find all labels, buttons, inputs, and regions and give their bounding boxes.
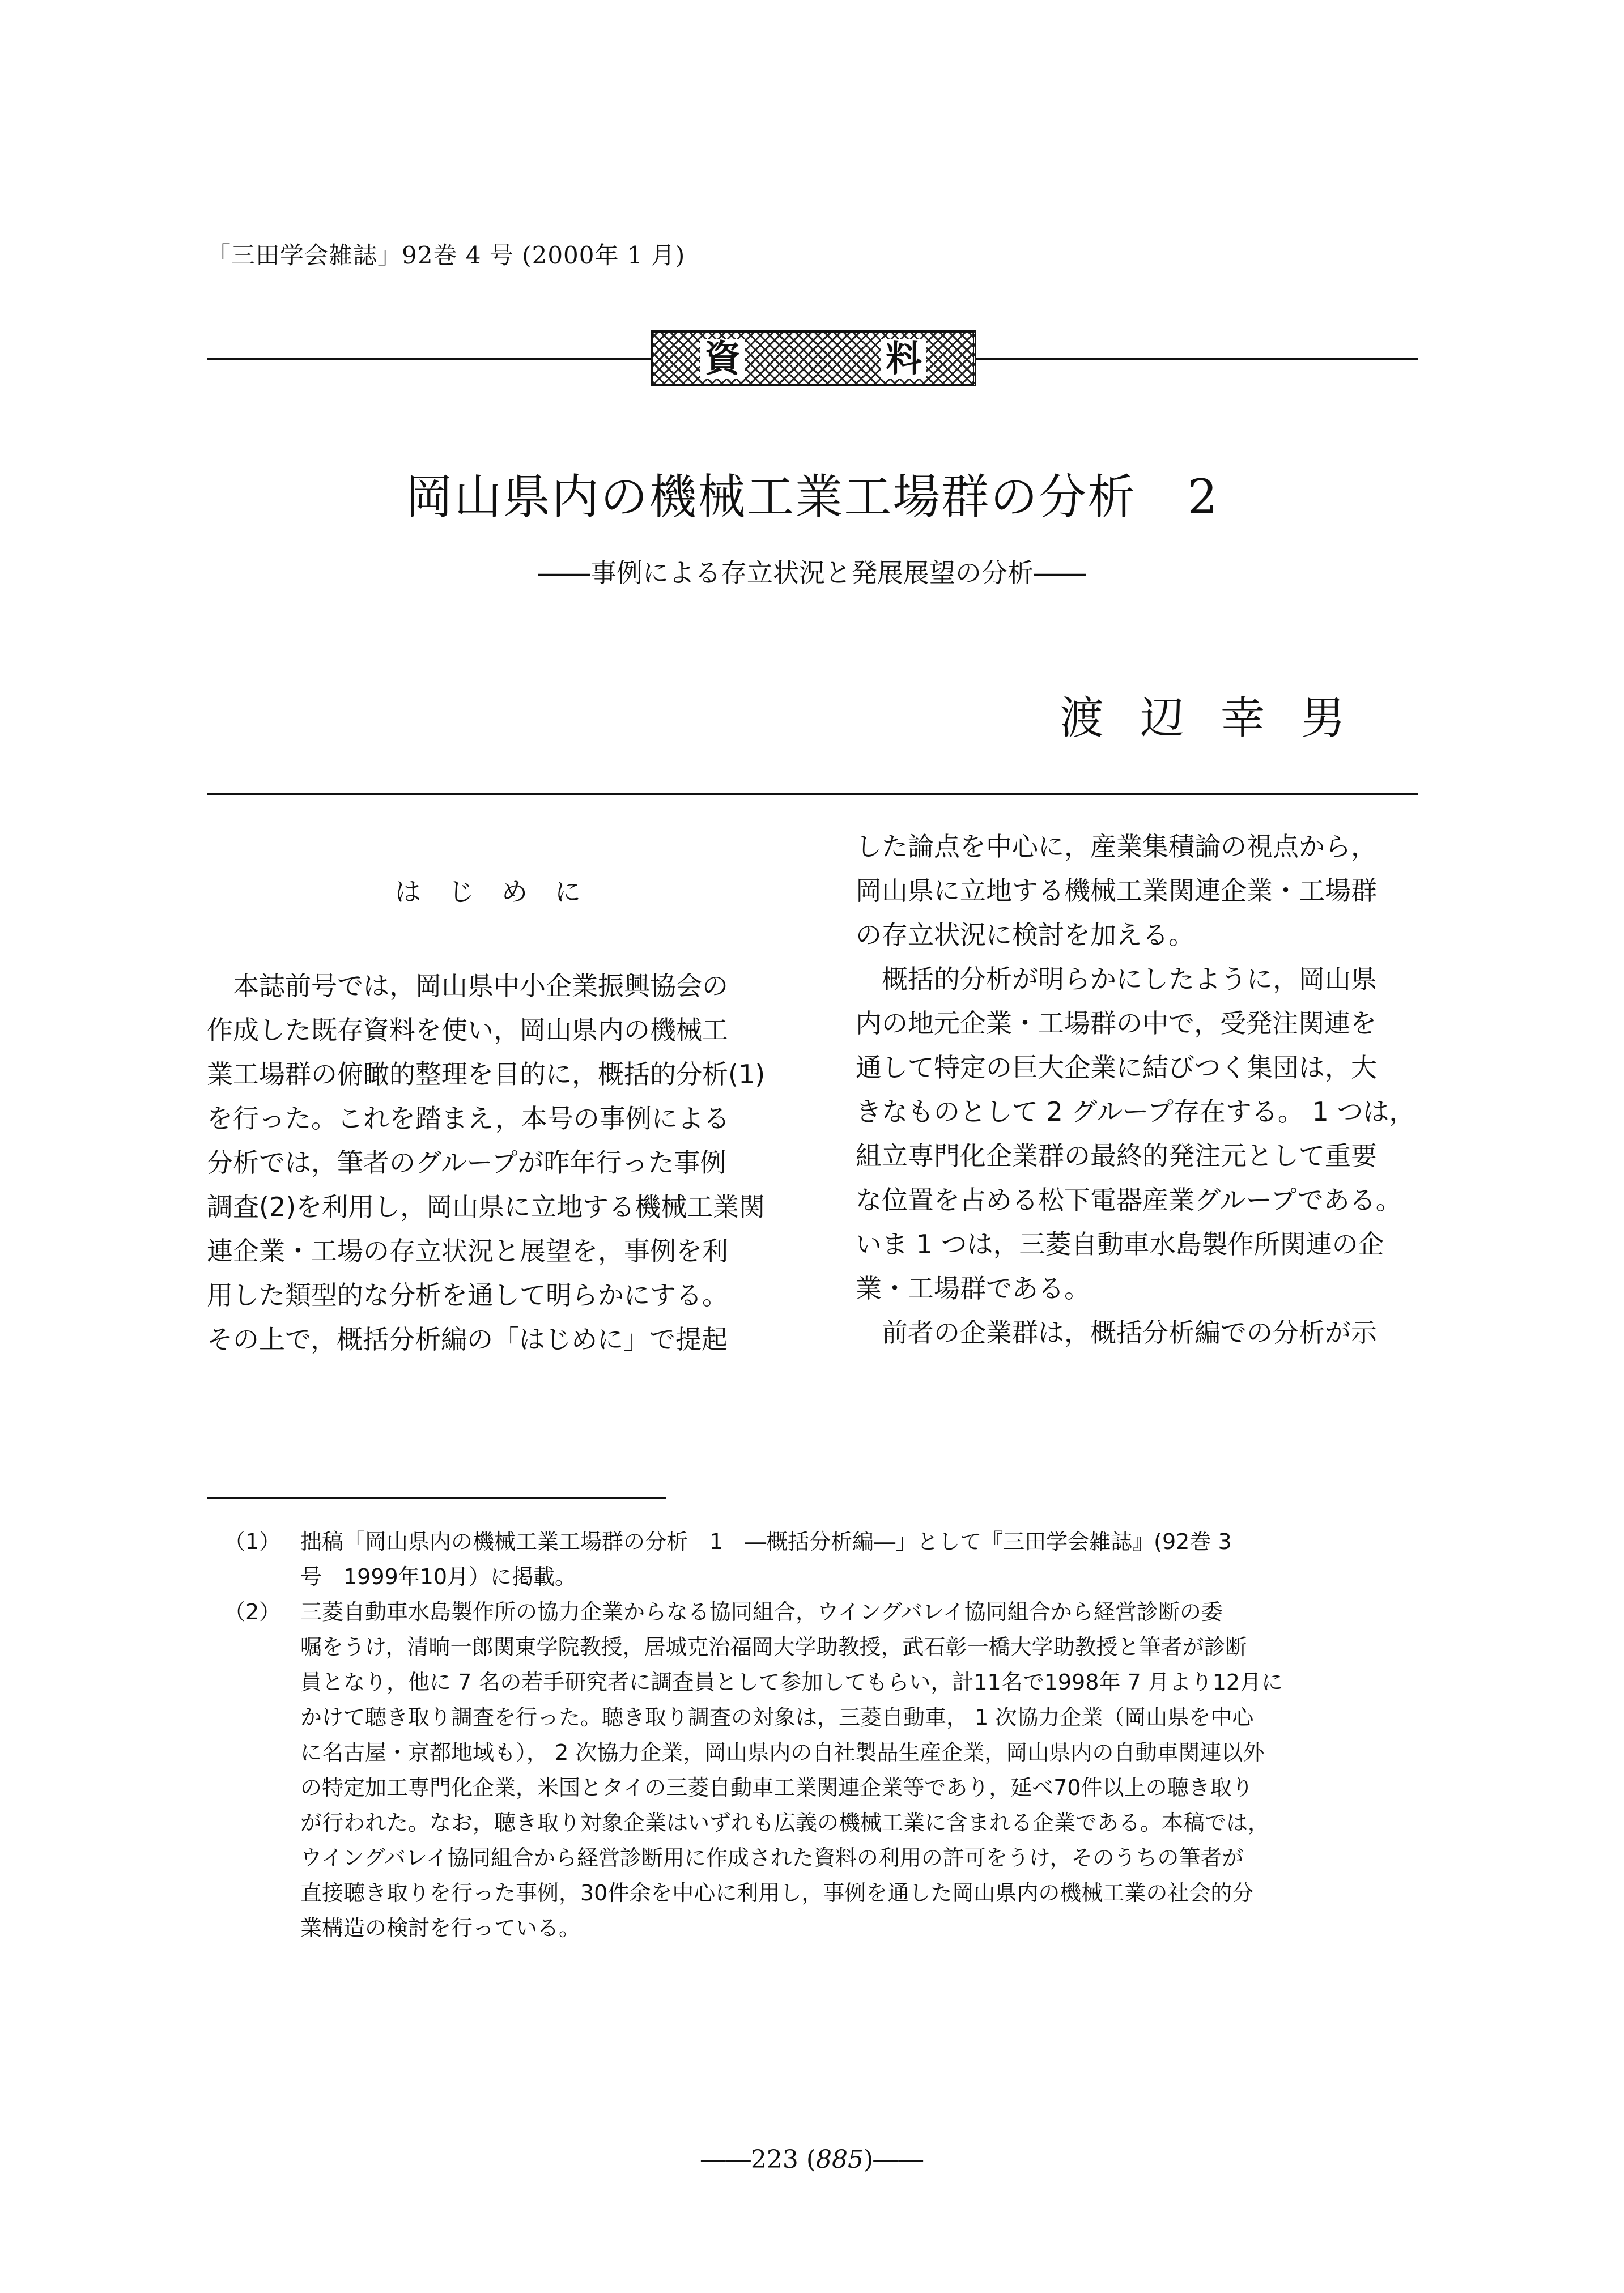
body-line: 組立専門化企業群の最終的発注元として重要 xyxy=(856,1141,1377,1171)
footnote-line: 号 1999年10月）に掲載。 xyxy=(300,1564,577,1589)
footnote-line: 三菱自動車水島製作所の協力企業からなる協同組合，ウイングバレイ協同組合から経営診断の委 xyxy=(300,1599,1223,1624)
body-line: 分析では，筆者のグループが昨年行った事例 xyxy=(207,1147,726,1178)
author-name: 渡辺幸男 xyxy=(1060,693,1382,744)
article-title xyxy=(0,459,1624,527)
body-line: 業・工場群である。 xyxy=(856,1273,1090,1304)
footnote-number: （2） xyxy=(224,1599,281,1624)
body-line: 内の地元企業・工場群の中で，受発注関連を xyxy=(856,1008,1377,1039)
body-line: 通して特定の巨大企業に結びつく集団は，大 xyxy=(856,1052,1377,1083)
body-line: 連企業・工場の存立状況と展望を，事例を利 xyxy=(207,1236,728,1266)
body-column-right xyxy=(856,824,1422,1459)
footnotes xyxy=(207,1524,1425,1946)
body-line: 前者の企業群は，概括分析編での分析が示 xyxy=(882,1317,1377,1348)
body-line: 調査(2)を利用し，岡山県に立地する機械工業関 xyxy=(207,1192,766,1222)
journal-citation: 「三田学会雑誌」92巻 4 号 (2000年 1 月) xyxy=(207,241,686,269)
footnote-line: 直接聴き取りを行った事例，30件余を中心に利用し，事例を通した岡山県内の機械工業の社会的分 xyxy=(300,1881,1254,1905)
section-label-char-1: 資 xyxy=(700,339,745,379)
body-line: 概括的分析が明らかにしたように，岡山県 xyxy=(882,964,1377,994)
footnote-line: 員となり，他に 7 名の若手研究者に調査員として参加してもらい，計11名で1998年 7 月より12月に xyxy=(300,1670,1283,1695)
footnote-line: が行われた。なお，聴き取り対象企業はいずれも広義の機械工業に含まれる企業である。本稿では， xyxy=(300,1810,1270,1835)
footnote-line: に名古屋・京都地域も）， 2 次協力企業，岡山県内の自社製品生産企業，岡山県内の自動車関連以外 xyxy=(300,1740,1265,1765)
body-line: 岡山県に立地する機械工業関連企業・工場群 xyxy=(856,875,1377,906)
page-number-value: 223 xyxy=(750,2145,798,2174)
footnote-line: ウイングバレイ協同組合から経営診断用に作成された資料の利用の許可をうけ，そのうちの筆者が xyxy=(300,1845,1244,1870)
body-line: 用した類型的な分析を通して明らかにする。 xyxy=(207,1280,728,1311)
footnote-number: （1） xyxy=(224,1529,281,1554)
body-line: きなものとして 2 グループ存在する。 1 つは， xyxy=(856,1096,1415,1127)
page-number: ――223 (885)―― xyxy=(700,2145,924,2174)
body-line: 業工場群の俯瞰的整理を目的に，概括的分析(1) xyxy=(207,1059,766,1090)
footnote-2 xyxy=(207,1594,1425,1946)
body-line: その上で，概括分析編の「はじめに」で提起 xyxy=(207,1324,728,1355)
body-line: な位置を占める松下電器産業グループである。 xyxy=(856,1185,1402,1215)
body-line: 本誌前号では，岡山県中小企業振興協会の xyxy=(233,971,728,1001)
section-label-char-2: 料 xyxy=(881,339,926,379)
body-line: した論点を中心に，産業集積論の視点から， xyxy=(856,831,1377,862)
footnote-line: 拙稿「岡山県内の機械工業工場群の分析 1 ―概括分析編―」として『三田学会雑誌』(92巻 3 xyxy=(300,1529,1232,1554)
title-rule xyxy=(207,793,1418,795)
volume-page-number: 885 xyxy=(815,2145,864,2174)
footnote-line: 嘱をうけ，清晌一郎関東学院教授，居城克治福岡大学助教授，武石彰一橋大学助教授と筆者が診断 xyxy=(300,1635,1247,1660)
body-column-left xyxy=(207,824,773,1459)
body-line: いま 1 つは，三菱自動車水島製作所関連の企 xyxy=(856,1229,1384,1260)
body-line: 作成した既存資料を使い，岡山県内の機械工 xyxy=(207,1015,728,1045)
section-heading: はじめに xyxy=(395,877,608,907)
article-title-number: 2 xyxy=(1187,469,1219,525)
footnote-line: の特定加工専門化企業，米国とタイの三菱自動車工業関連企業等であり，延べ70件以上の聴き取り xyxy=(300,1775,1253,1800)
section-label-box xyxy=(651,330,976,386)
header-rule-left xyxy=(207,358,651,360)
footnote-line: 業構造の検討を行っている。 xyxy=(300,1916,581,1941)
footnote-rule xyxy=(207,1497,666,1499)
article-title-text: 岡山県内の機械工業工場群の分析 xyxy=(405,469,1137,525)
header-rule-right xyxy=(976,358,1418,360)
body-line: を行った。これを踏まえ，本号の事例による xyxy=(207,1103,730,1134)
footnote-line: かけて聴き取り調査を行った。聴き取り調査の対象は，三菱自動車， 1 次協力企業（岡山県を中心 xyxy=(300,1705,1254,1730)
body-line: の存立状況に検討を加える。 xyxy=(856,920,1194,950)
article-subtitle: ――事例による存立状況と発展展望の分析―― xyxy=(538,558,1086,588)
footnote-1 xyxy=(207,1524,1425,1594)
